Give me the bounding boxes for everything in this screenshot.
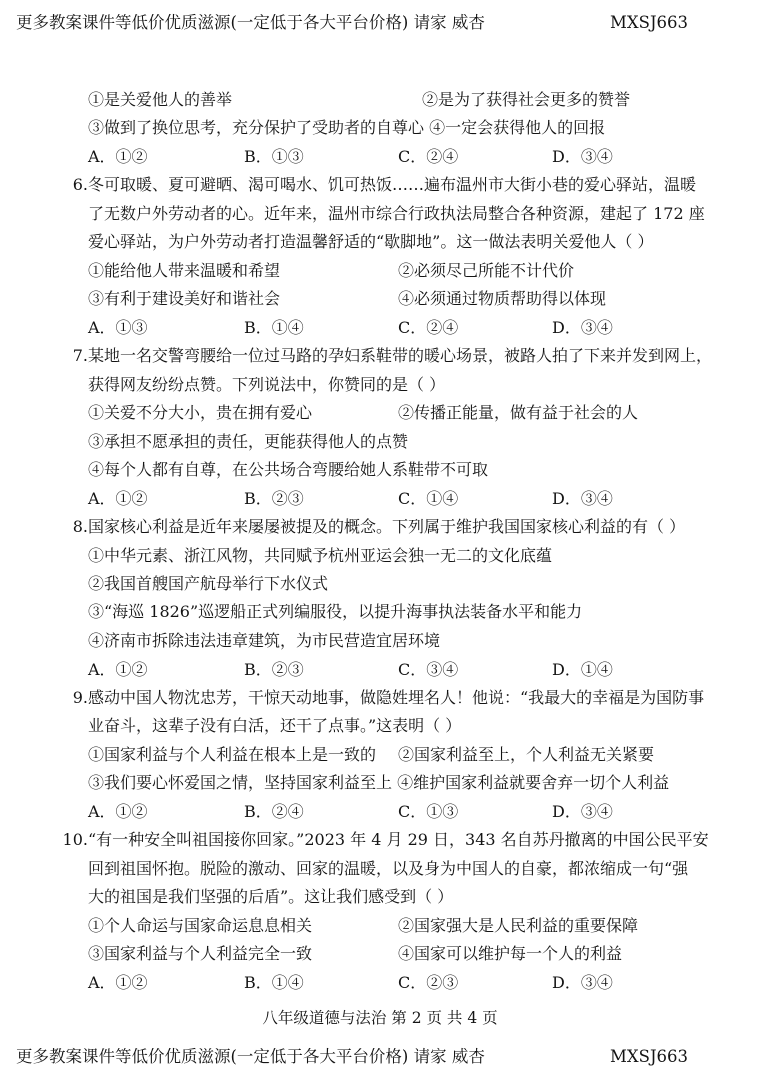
choice-d: D．③④ [552,318,613,337]
option: ④济南市拆除违法违章建筑，为市民营造宜居环境 [88,631,441,650]
choice-d: D．③④ [552,147,613,166]
question-stem-line [62,826,712,854]
option: ④每个人都有自尊，在公共场合弯腰给她人系鞋带不可取 [88,460,489,479]
choice-d: D．③④ [552,489,613,508]
question-number: 7. [72,346,88,365]
option: ③我们要心怀爱国之情，坚持国家利益至上 ④维护国家利益就要舍弃一切个人利益 [88,773,670,792]
option: ②我国首艘国产航母举行下水仪式 [88,574,329,593]
question-number: 10. [62,830,88,849]
stem-text: 了无数户外劳动者的心。近年来，温州市综合行政执法局整合各种资源，建起了 172 座 [88,204,705,223]
question-stem-line [62,513,712,541]
top-banner [0,6,760,40]
option: ③有利于建设美好和谐社会 [88,289,281,308]
choice-c: C．②④ [398,147,459,166]
choice-c: C．②④ [398,318,459,337]
banner-text: 更多教案课件等低价优质滋源(一定低于各大平台价格) 请家 威杏 [16,13,485,32]
bottom-banner [0,1040,760,1074]
choice-a: A．①③ [88,318,148,337]
option: ③做到了换位思考，充分保护了受助者的自尊心 ④一定会获得他人的回报 [88,118,606,137]
banner-text: 更多教案课件等低价优质滋源(一定低于各大平台价格) 请家 威杏 [16,1047,485,1066]
question-stem-line [62,684,712,712]
option: ②国家强大是人民利益的重要保障 [398,916,639,935]
stem-text: 某地一名交警弯腰给一位过马路的孕妇系鞋带的暖心场景，被路人拍了下来并发到网上， [88,346,713,365]
question-number: 6. [72,175,88,194]
choice-d: D．①④ [552,660,613,679]
option: ①能给他人带来温暖和希望 [88,261,281,280]
choice-b: B．①④ [244,973,304,992]
option: ③承担不愿承担的责任，更能获得他人的点赞 [88,432,409,451]
choice-c: C．②③ [398,973,459,992]
choice-b: B．①③ [244,147,304,166]
option: ①关爱不分大小，贵在拥有爱心 [88,403,313,422]
stem-text: 冬可取暖、夏可避晒、渴可喝水、饥可热饭……遍布温州市大街小巷的爱心驿站，温暖 [88,175,697,194]
stem-text: 获得网友纷纷点赞。下列说法中，你赞同的是（ ） [88,375,446,394]
choice-d: D．③④ [552,973,613,992]
page-footer: 八年级道德与法治 第 2 页 共 4 页 [262,1009,498,1027]
choice-a: A．①② [88,489,148,508]
option: ①中华元素、浙江风物，共同赋予杭州亚运会独一无二的文化底蕴 [88,546,553,565]
stem-text: 业奋斗，这辈子没有白活，还干了点事。”这表明（ ） [88,716,462,735]
question-number: 9. [72,688,88,707]
question-number: 8. [72,517,88,536]
banner-code: MXSJ663 [610,1047,689,1066]
stem-text: 大的祖国是我们坚强的后盾”。这让我们感受到（ ） [88,887,454,906]
stem-text: 爱心驿站，为户外劳动者打造温馨舒适的“歇脚地”。这一做法表明关爱他人（ ） [88,232,654,251]
option: ④国家可以维护每一个人的利益 [398,944,623,963]
choice-a: A．①② [88,660,148,679]
option: ②必须尽己所能不计代价 [398,261,575,280]
option: ③国家利益与个人利益完全一致 [88,944,313,963]
option: ②国家利益至上，个人利益无关紧要 [398,745,655,764]
option: ①个人命运与国家命运息息相关 [88,916,313,935]
stem-text: 感动中国人物沈忠芳，干惊天动地事，做隐姓埋名人！他说：“我最大的幸福是为国防事 [88,688,705,707]
choice-b: B．②④ [244,802,304,821]
stem-text: 国家核心利益是近年来屡屡被提及的概念。下列属于维护我国国家核心利益的有（ ） [88,517,686,536]
option: ②传播正能量，做有益于社会的人 [398,403,639,422]
stem-text: 回到祖国怀抱。脱险的激动、回家的温暖，以及身为中国人的自豪，都浓缩成一句“强 [88,859,689,878]
choice-b: B．②③ [244,489,304,508]
choice-c: C．③④ [398,660,459,679]
option: ②是为了获得社会更多的赞誉 [422,90,631,109]
option: ①国家利益与个人利益在根本上是一致的 [88,745,377,764]
option: ④必须通过物质帮助得以体现 [398,289,607,308]
question-stem-line [62,342,712,370]
banner-code: MXSJ663 [610,13,689,32]
choice-c: C．①③ [398,802,459,821]
choice-c: C．①④ [398,489,459,508]
choice-a: A．①② [88,802,148,821]
option: ①是关爱他人的善举 [88,90,233,109]
option: ③“海巡 1826”巡逻船正式列编服役，以提升海事执法装备水平和能力 [88,602,583,621]
stem-text: “有一种安全叫祖国接你回家。”2023 年 4 月 29 日，343 名自苏丹撤离的中国公民平安 [88,830,709,849]
choice-d: D．③④ [552,802,613,821]
choice-a: A．①② [88,147,148,166]
choice-b: B．②③ [244,660,304,679]
choice-b: B．①④ [244,318,304,337]
question-stem-line [62,171,712,199]
choice-a: A．①② [88,973,148,992]
